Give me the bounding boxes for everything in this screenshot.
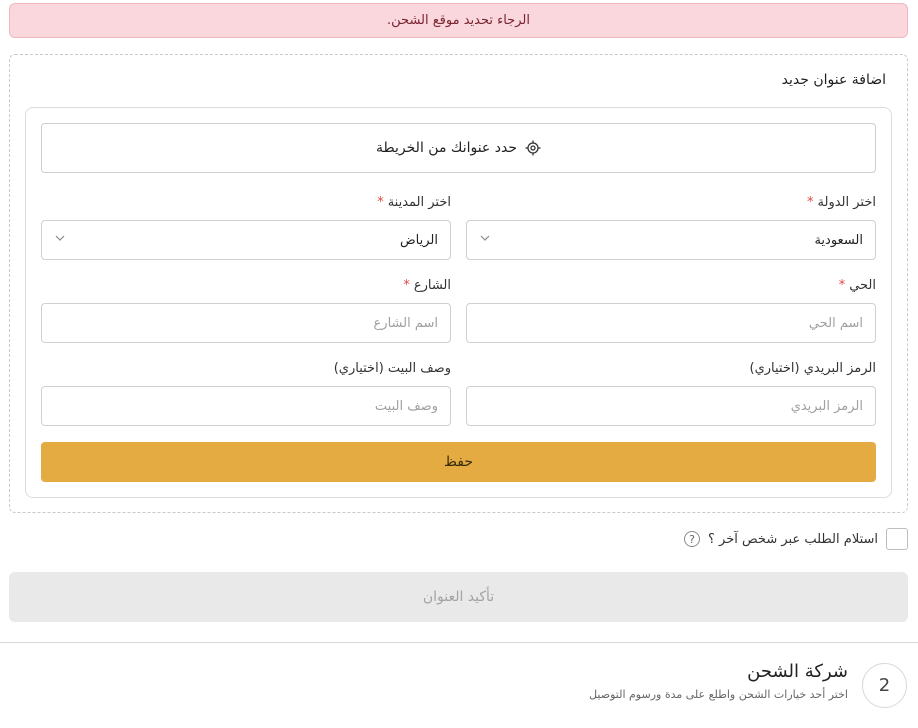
postal-code-input[interactable] xyxy=(466,386,876,426)
section-divider xyxy=(0,642,918,643)
country-required-mark: * xyxy=(807,195,814,210)
district-label xyxy=(839,278,876,293)
location-target-icon xyxy=(525,140,541,156)
save-button[interactable]: حفظ xyxy=(41,442,876,482)
step-number-badge: 2 xyxy=(862,663,907,708)
shipping-company-subtitle: اختر أحد خيارات الشحن واطلع على مدة ورسوم التوصيل xyxy=(589,688,848,701)
street-label xyxy=(403,278,451,293)
city-label-text: اختر المدينة xyxy=(387,195,451,210)
city-label xyxy=(377,195,451,210)
new-address-title: اضافة عنوان جديد xyxy=(781,72,886,88)
district-input[interactable] xyxy=(466,303,876,343)
street-required-mark: * xyxy=(403,278,410,293)
alert-text: الرجاء تحديد موقع الشحن. xyxy=(387,13,530,28)
map-button-label: حدد عنوانك من الخريطة xyxy=(376,140,517,156)
other-person-checkbox[interactable] xyxy=(886,528,908,550)
chevron-down-icon xyxy=(54,232,66,244)
confirm-address-button[interactable]: تأكيد العنوان xyxy=(9,572,908,622)
shipping-company-title[interactable]: شركة الشحن xyxy=(747,661,848,682)
postal-placeholder: الرمز البريدي xyxy=(790,398,863,414)
district-label-text: الحي xyxy=(849,278,876,293)
house-placeholder: وصف البيت xyxy=(374,398,438,414)
house-description-input[interactable] xyxy=(41,386,451,426)
country-label xyxy=(807,195,876,210)
district-required-mark: * xyxy=(838,278,846,293)
country-label-text: اختر الدولة xyxy=(817,195,876,210)
street-placeholder: اسم الشارع xyxy=(373,315,438,331)
city-value: الرياض xyxy=(399,232,438,248)
select-from-map-button[interactable] xyxy=(41,123,876,173)
chevron-down-icon xyxy=(479,232,491,244)
other-person-label: استلام الطلب عبر شخص آخر ؟ xyxy=(708,531,878,547)
street-input[interactable] xyxy=(41,303,451,343)
other-person-option xyxy=(684,528,908,550)
district-placeholder: اسم الحي xyxy=(808,315,863,331)
location-alert xyxy=(9,3,908,38)
city-required-mark: * xyxy=(377,195,384,210)
house-label: وصف البيت (اختياري) xyxy=(333,361,451,376)
city-select[interactable] xyxy=(41,220,451,260)
postal-label: الرمز البريدي (اختياري) xyxy=(749,361,876,376)
street-label-text: الشارع xyxy=(413,278,451,293)
country-select[interactable] xyxy=(466,220,876,260)
help-icon[interactable]: ? xyxy=(684,531,700,547)
country-value: السعودية xyxy=(814,232,863,248)
